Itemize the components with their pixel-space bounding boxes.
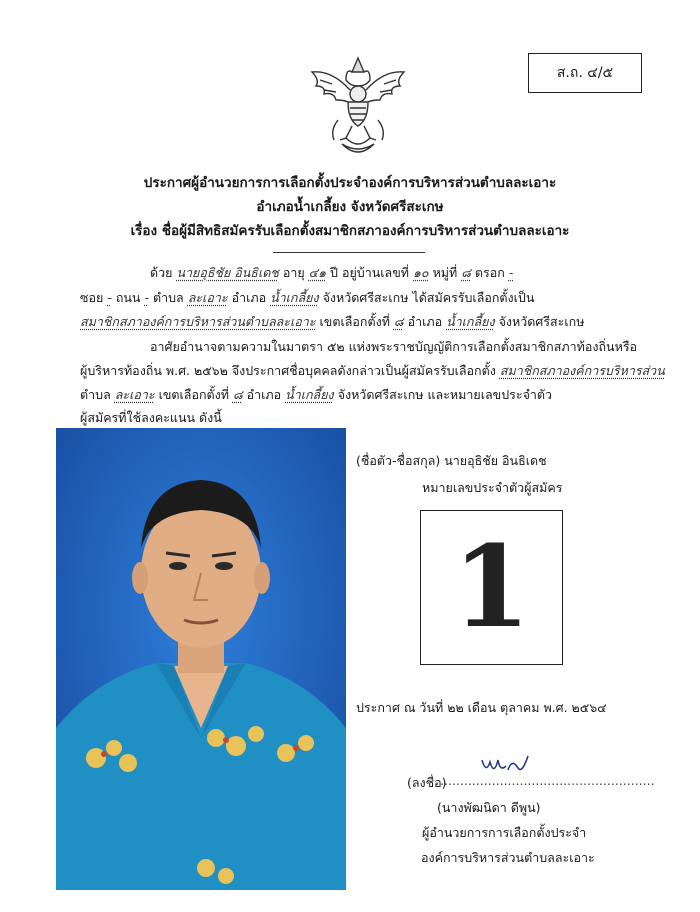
header-line-1: ประกาศผู้อำนวยการการเลือกตั้งประจำองค์การบริหารส่วนตำบลละเอาะ [143,175,557,191]
form-code-box [528,53,642,93]
announce-date: ประกาศ ณ วันที่ ๒๒ เดือน ตุลาคม พ.ศ. ๒๕๖๔ [356,700,607,715]
garuda-emblem-icon [302,50,414,162]
para2-line-1: อาศัยอำนาจตามความในมาตรา ๕๒ แห่งพระราชบัญญัติการเลือกตั้งสมาชิกสภาท้องถิ่นหรือ [150,339,638,354]
para2-line-3: ตำบล ละเอาะ เขตเลือกตั้งที่ ๘ อำเภอ น้ำเกลี้ยง จังหวัดศรีสะเกษ และหมายเลขประจำตัว [80,387,553,402]
form-code: ส.ถ. ๔/๕ [556,65,614,81]
age-fill: ๔๑ [308,265,327,280]
body-line-1: ด้วย นายอุธิชัย อินธิเดช อายุ ๔๑ ปี อยู่บ้านเลขที่ ๑๐ หมู่ที่ ๘ ตรอก - [150,265,514,280]
handwritten-signature [478,748,534,782]
header-line-2: อำเภอน้ำเกลี้ยง จังหวัดศรีสะเกษ [256,199,444,215]
signature-label: (ลงชื่อ) [407,775,447,790]
signature-dots: ...................................................... [440,773,655,788]
signer-name: (นางพัฒนิดา ดีพูน) [437,800,541,815]
moo-fill: ๘ [461,265,471,280]
para2-line-2: ผู้บริหารท้องถิ่น พ.ศ. ๒๕๖๒ จึงประกาศชื่อบุคคลดังกล่าวเป็นผู้สมัครรับเลือกตั้ง สมาชิกสภาองค์การบริหารส่วน [80,363,665,378]
candidate-number-label: หมายเลขประจำตัวผู้สมัคร [422,480,563,495]
candidate-number-box [420,510,563,665]
para2-line-4: ผู้สมัครที่ใช้ลงคะแนน ดังนี้ [80,410,222,425]
candidate-name-fill: นายอุธิชัย อินธิเดช [176,265,279,280]
body-line-2: ซอย - ถนน - ตำบล ละเอาะ อำเภอ น้ำเกลี้ยง จังหวัดศรีสะเกษ ได้สมัครรับเลือกตั้งเป็น [80,290,535,305]
body-line-3: สมาชิกสภาองค์การบริหารส่วนตำบลละเอาะ เขตเลือกตั้งที่ ๘ อำเภอ น้ำเกลี้ยง จังหวัดศรีสะเกษ [80,314,585,329]
signer-title-2: องค์การบริหารส่วนตำบลละเอาะ [421,850,595,865]
candidate-photo [56,428,346,890]
header-divider [273,252,425,253]
candidate-number: 1 [452,522,531,653]
trok-fill: - [508,265,514,280]
candidate-name-line: (ชื่อตัว-ชื่อสกุล) นายอุธิชัย อินธิเดช [356,453,547,468]
house-no-fill: ๑๐ [413,265,429,280]
signer-title-1: ผู้อำนวยการการเลือกตั้งประจำ [422,825,587,840]
header-line-3: เรื่อง ชื่อผู้มีสิทธิสมัครรับเลือกตั้งสมาชิกสภาองค์การบริหารส่วนตำบลละเอาะ [130,223,570,239]
